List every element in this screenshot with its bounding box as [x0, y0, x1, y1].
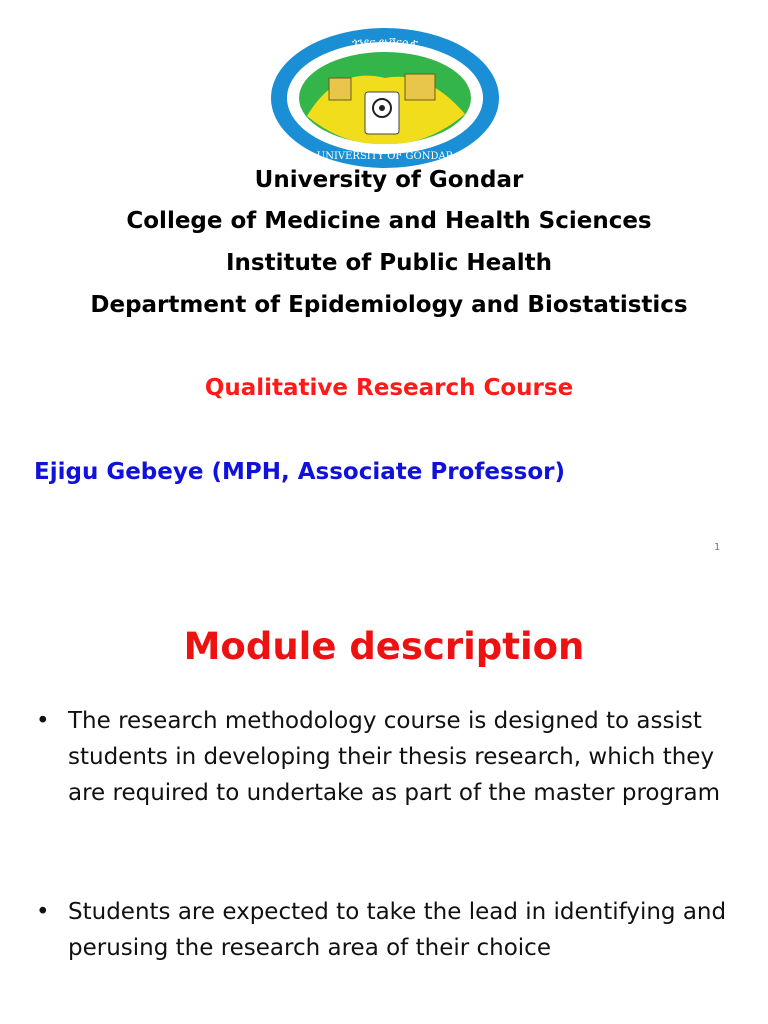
page-number: 1 — [714, 542, 721, 553]
module-description-slide — [0, 600, 768, 1024]
logo-top-text: ጎንደር ዩኒቨርሲቲ — [351, 36, 419, 49]
bullet-dot-icon: • — [36, 899, 50, 925]
bullet-text: Students are expected to take the lead in identifying and perusing the research area of their choice — [68, 899, 727, 961]
bullet-text: The research methodology course is designed to assist students in developing their thesis research, which they are required to undertake as part of the master program — [68, 708, 721, 806]
logo-castle-right — [405, 74, 435, 100]
logo-gear-center — [379, 105, 385, 111]
course-title: Qualitative Research Course — [204, 375, 574, 401]
bullet-dot-icon: • — [36, 708, 50, 734]
slide-title: Module description — [183, 625, 585, 668]
author-name: Ejigu Gebeye (MPH, Associate Professor) — [34, 459, 565, 485]
bullet-item — [36, 703, 736, 811]
logo-bottom-text: UNIVERSITY OF GONDAR — [316, 151, 454, 162]
university-logo — [267, 26, 503, 174]
institute-name: Institute of Public Health — [225, 250, 552, 276]
bullet-item — [36, 894, 736, 966]
logo-castle-left — [329, 78, 351, 100]
college-name: College of Medicine and Health Sciences — [126, 208, 652, 234]
university-name: University of Gondar — [254, 167, 524, 193]
department-name: Department of Epidemiology and Biostatistics — [90, 292, 688, 318]
